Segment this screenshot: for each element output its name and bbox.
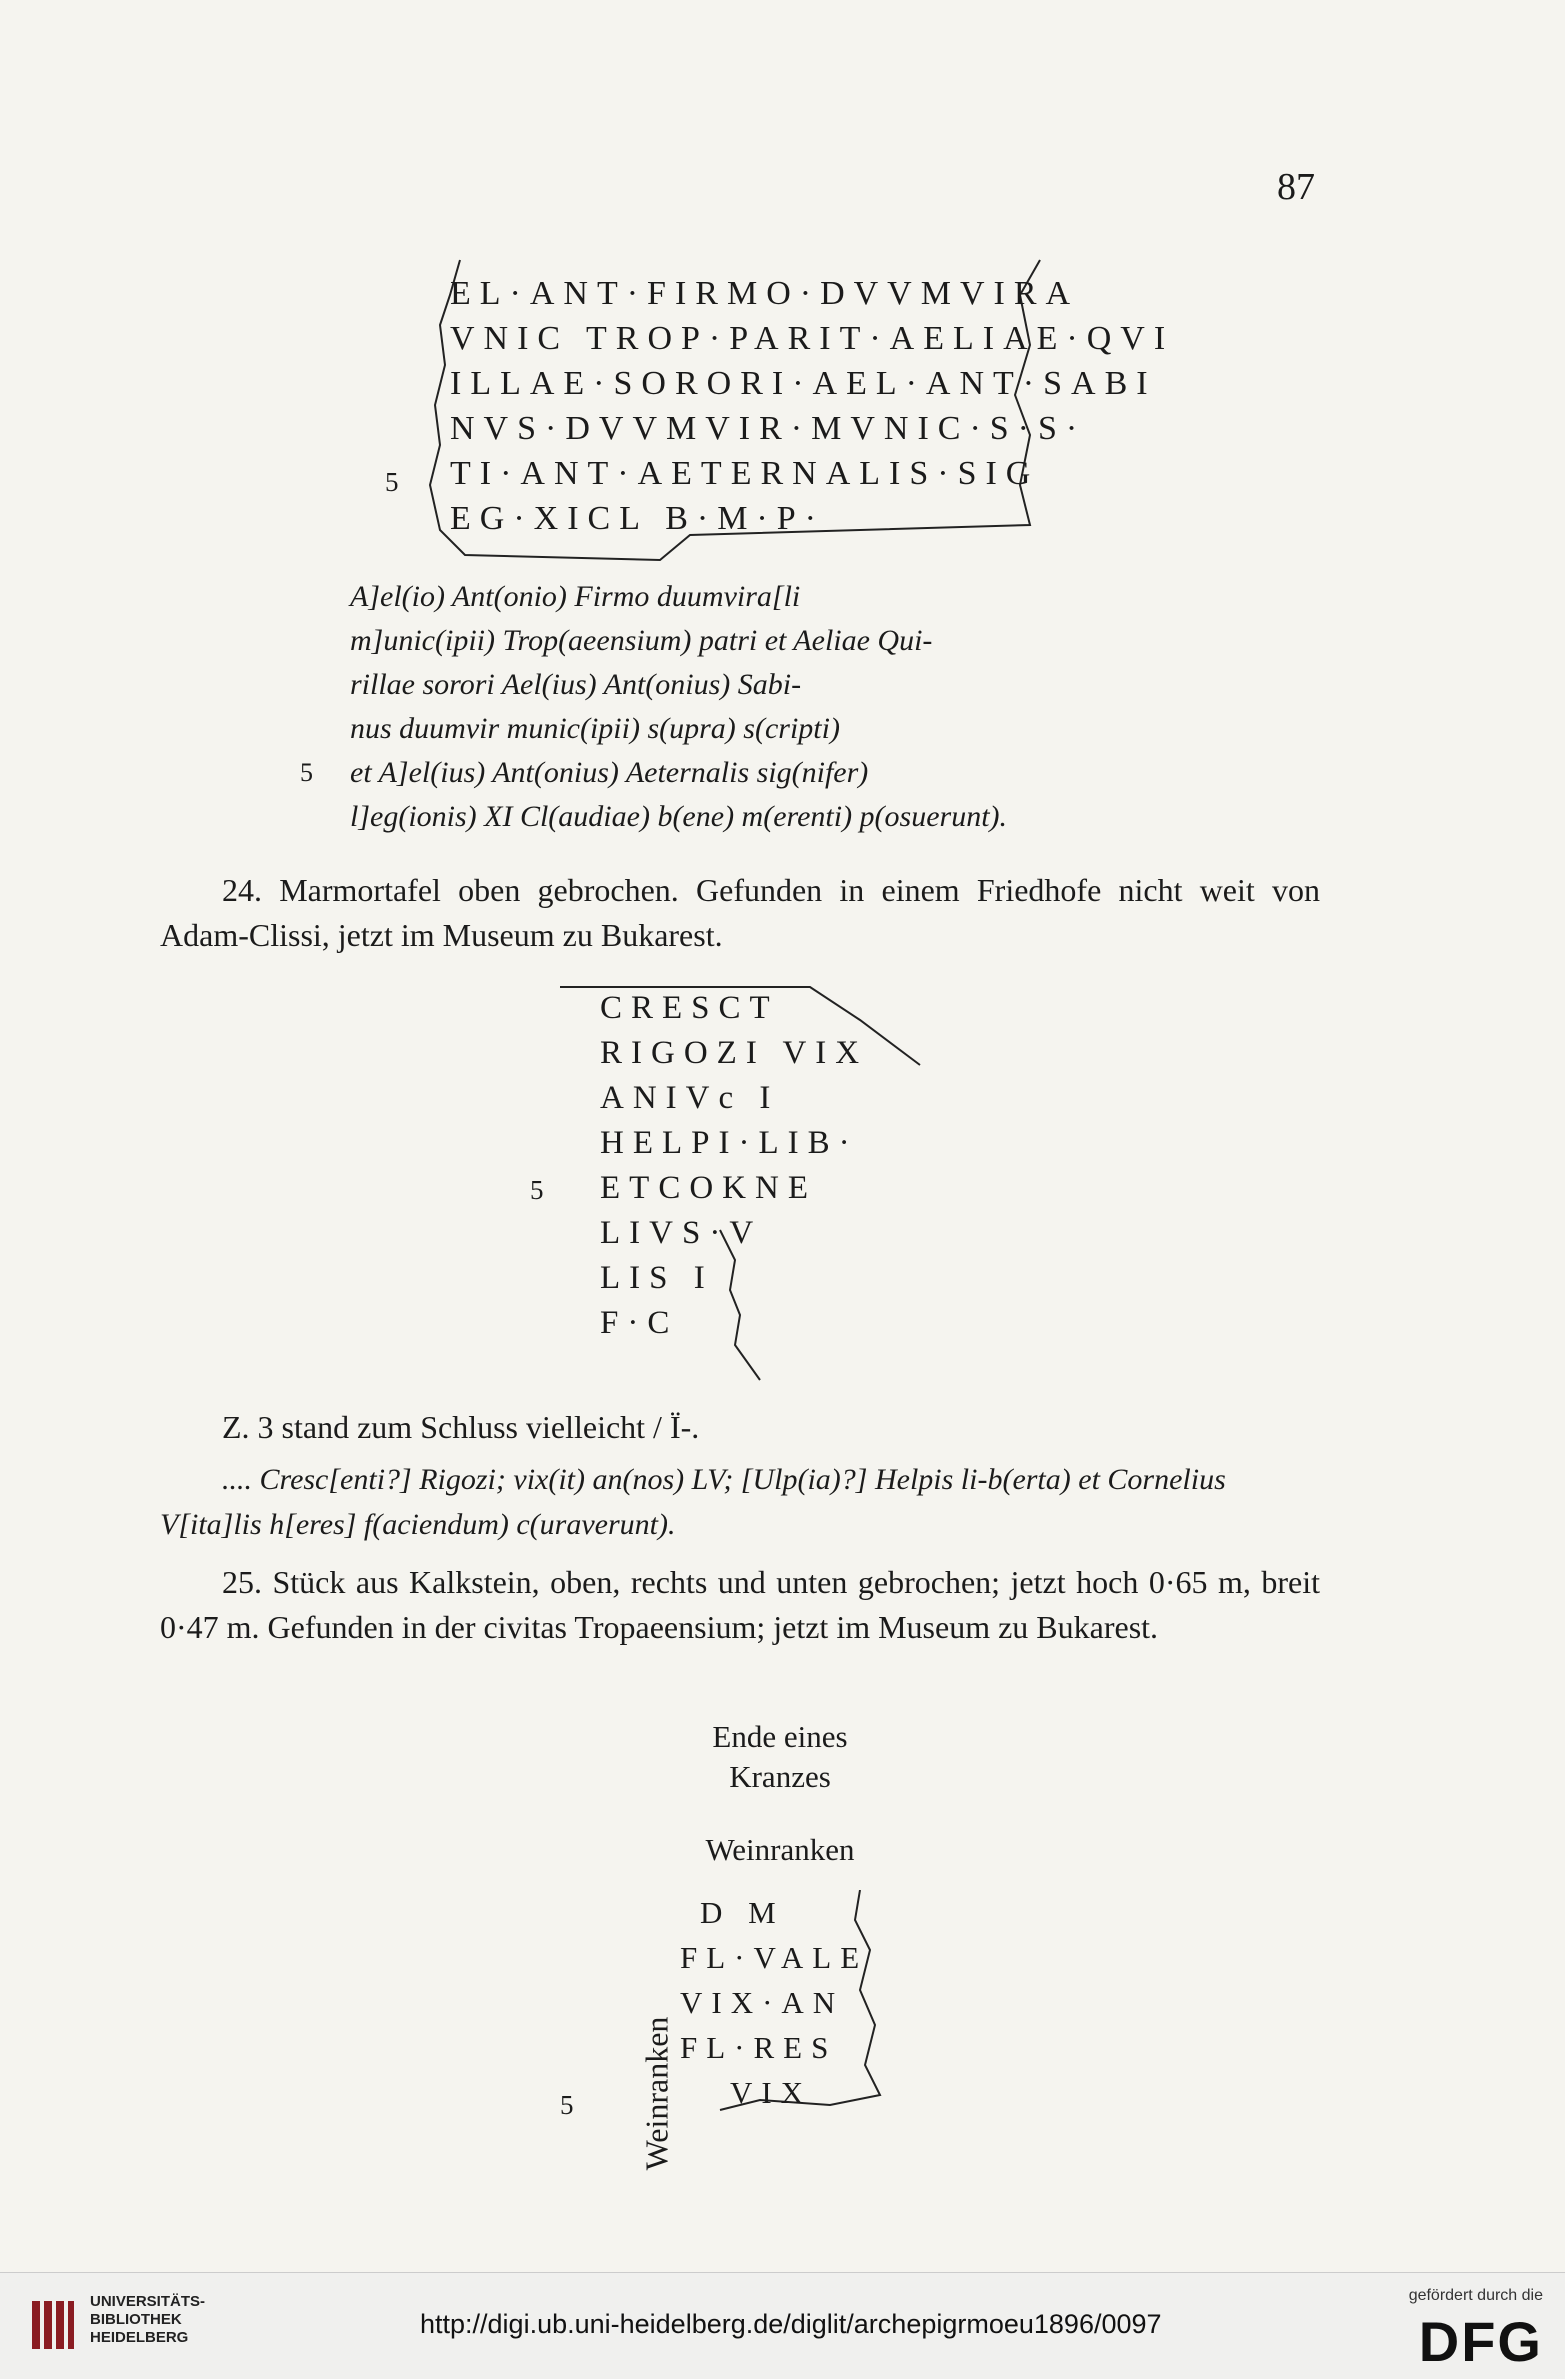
inscription-2-line: CRESCT: [600, 990, 779, 1026]
inscription-2: [520, 985, 940, 1385]
transcription-line: [300, 707, 1200, 751]
library-name-line: UNIVERSITÄTS-: [90, 2293, 206, 2310]
inscription-1: [385, 255, 1175, 565]
transcription-text: l]eg(ionis) XI Cl(audiae) b(ene) m(erenti) p(osuerunt).: [350, 800, 1008, 833]
transcription-line: [300, 663, 1200, 707]
transcription-2-text: .... Cresc[enti?] Rigozi; vix(it) an(nos) LV; [Ulp(ia)?] Helpis li-b(erta) et Cornelius V[ita]lis h[eres] f(aciendum) c(uraverunt).: [160, 1463, 1226, 1541]
inscription-2-line: RIGOZI VIX: [600, 1035, 869, 1071]
inscription-2-line: LIS I: [600, 1260, 714, 1296]
inscription-3-line: VIX: [730, 2075, 813, 2110]
page-number: 87: [1277, 166, 1315, 208]
library-name-line: BIBLIOTHEK: [90, 2311, 182, 2328]
inscription-3-line: D M: [700, 1895, 785, 1930]
relief-caption-side: Weinranken: [638, 2016, 675, 2171]
inscription-3-line: FL·VALE: [680, 1940, 869, 1975]
line-marker: 5: [385, 467, 399, 497]
inscription-3-line: VIX·AN: [680, 1985, 845, 2020]
note-text: Z. 3 stand zum Schluss vielleicht / Ï-.: [222, 1409, 700, 1445]
inscription-1-line: ILLAE·SORORI·AEL·ANT·SABI: [450, 365, 1157, 402]
item-24-description: [160, 868, 1320, 958]
inscription-2-line: ANIVc I: [600, 1080, 780, 1116]
inscription-3-line: FL·RES: [680, 2030, 838, 2065]
item-25-description: [160, 1560, 1320, 1650]
inscription-1-line: EL·ANT·FIRMO·DVVMVIRA: [450, 275, 1080, 312]
caption-line: Ende eines: [712, 1719, 848, 1754]
inscription-2-line: HELPI·LIB·: [600, 1125, 859, 1161]
item-24-text: 24. Marmortafel oben gebrochen. Gefunden in einem Friedhofe nicht weit von Adam-Clissi, jetzt im Museum zu Bukarest.: [160, 872, 1320, 953]
dfg-logo: DFG: [1418, 2310, 1543, 2373]
line-marker: 5: [530, 1175, 544, 1205]
transcription-text: A]el(io) Ant(onio) Firmo duumvira[li: [350, 580, 801, 613]
transcription-text: m]unic(ipii) Trop(aeensium) patri et Aeliae Qui-: [350, 624, 933, 657]
inscription-2-line: ETCOKNE: [600, 1170, 817, 1206]
item-24-note: [160, 1405, 1320, 1450]
inscription-1-line: VNIC TROP·PARIT·AELIAE·QVI: [450, 320, 1175, 357]
transcription-line: [300, 619, 1200, 663]
caption-line: Kranzes: [729, 1759, 831, 1794]
transcription-line: [300, 751, 1200, 795]
permalink[interactable]: http://digi.ub.uni-heidelberg.de/diglit/archepigrmoeu1896/0097: [420, 2309, 1162, 2339]
funding-note: gefördert durch die: [1408, 2287, 1543, 2304]
inscription-2-line: LIVS·V: [600, 1215, 763, 1251]
line-marker: 5: [560, 2090, 574, 2120]
line-marker: 5: [300, 758, 313, 787]
library-name-line: HEIDELBERG: [90, 2329, 189, 2346]
relief-caption-middle: Weinranken: [705, 1832, 855, 1867]
library-name: [90, 2293, 205, 2347]
item-25-text: 25. Stück aus Kalkstein, oben, rechts und unten gebrochen; jetzt hoch 0·65 m, breit 0·47 m. Gefunden in der civitas Tropaeensium; jetzt im Museum zu Bukarest.: [160, 1564, 1320, 1645]
transcription-text: rillae sorori Ael(ius) Ant(onius) Sabi-: [350, 668, 802, 701]
transcription-text: nus duumvir munic(ipii) s(upra) s(cripti): [350, 712, 840, 745]
transcription-1: [300, 575, 1200, 839]
inscription-1-line: TI·ANT·AETERNALIS·SIG: [450, 455, 1040, 492]
inscription-2-line: F·C: [600, 1305, 679, 1341]
footer: [0, 2272, 1565, 2379]
transcription-line: [300, 795, 1200, 839]
transcription-text: et A]el(ius) Ant(onius) Aeternalis sig(nifer): [350, 756, 869, 789]
library-logo: [28, 2295, 78, 2355]
inscription-1-line: NVS·DVVMVIR·MVNIC·S·S·: [450, 410, 1087, 447]
inscription-1-line: EG·XICL B·M·P·: [450, 500, 825, 537]
relief-caption-top: [640, 1717, 920, 1797]
transcription-line: [300, 575, 1200, 619]
transcription-2: [160, 1457, 1320, 1547]
